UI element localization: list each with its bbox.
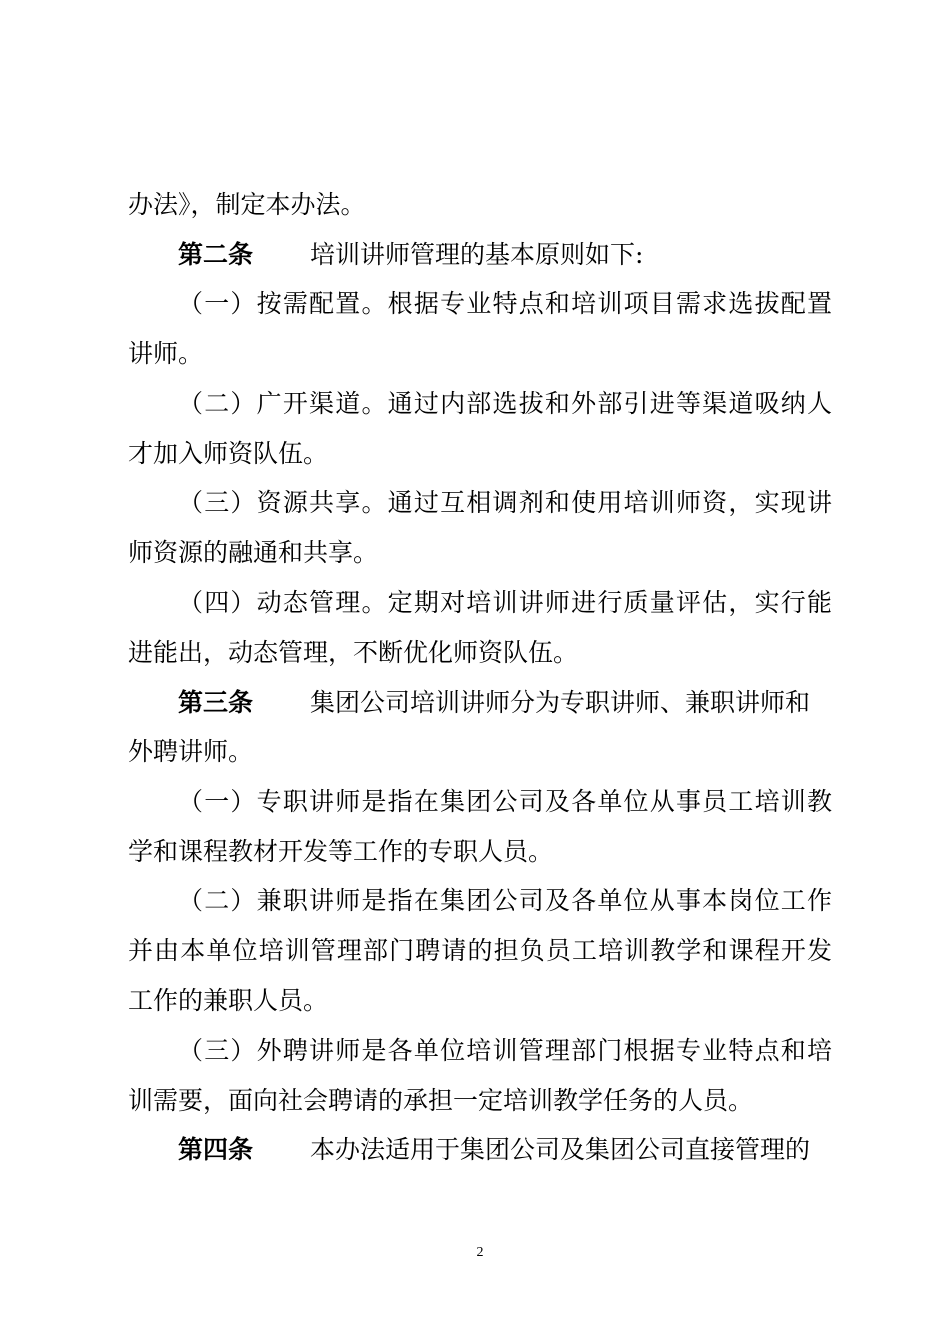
article-2-text: 培训讲师管理的基本原则如下: [310, 240, 644, 269]
body-line: 并由本单位培训管理部门聘请的担负员工培训教学和课程开发 [128, 936, 832, 965]
page-number: 2 [476, 1245, 484, 1260]
body-line: （二）广开渠道。通过内部选拔和外部引进等渠道吸纳人 [178, 389, 832, 418]
body-line: （四）动态管理。定期对培训讲师进行质量评估，实行能 [178, 588, 832, 617]
body-line: （一）按需配置。根据专业特点和培训项目需求选拔配置 [178, 289, 832, 318]
body-line: 师资源的融通和共享。 [128, 538, 379, 567]
body-line: 才加入师资队伍。 [128, 439, 329, 468]
body-line: 训需要，面向社会聘请的承担一定培训教学任务的人员。 [128, 1086, 754, 1115]
article-3-text: 集团公司培训讲师分为专职讲师、兼职讲师和 [310, 688, 811, 717]
body-line: 讲师。 [128, 339, 204, 368]
body-line: 工作的兼职人员。 [128, 986, 329, 1015]
body-line: （三）外聘讲师是各单位培训管理部门根据专业特点和培 [178, 1036, 832, 1065]
article-4-label: 第四条 [178, 1135, 254, 1164]
body-line: （二）兼职讲师是指在集团公司及各单位从事本岗位工作 [178, 886, 832, 915]
body-line: （一）专职讲师是指在集团公司及各单位从事员工培训教 [178, 787, 832, 816]
body-line: （三）资源共享。通过互相调剂和使用培训师资，实现讲 [178, 488, 832, 517]
body-line: 办法》，制定本办法。 [128, 190, 366, 219]
body-line: 进能出，动态管理，不断优化师资队伍。 [128, 638, 579, 667]
article-2-label: 第二条 [178, 240, 254, 269]
body-line: 学和课程教材开发等工作的专职人员。 [128, 837, 554, 866]
article-3-label: 第三条 [178, 688, 254, 717]
body-line: 外聘讲师。 [128, 737, 254, 766]
article-4-text: 本办法适用于集团公司及集团公司直接管理的 [310, 1135, 811, 1164]
